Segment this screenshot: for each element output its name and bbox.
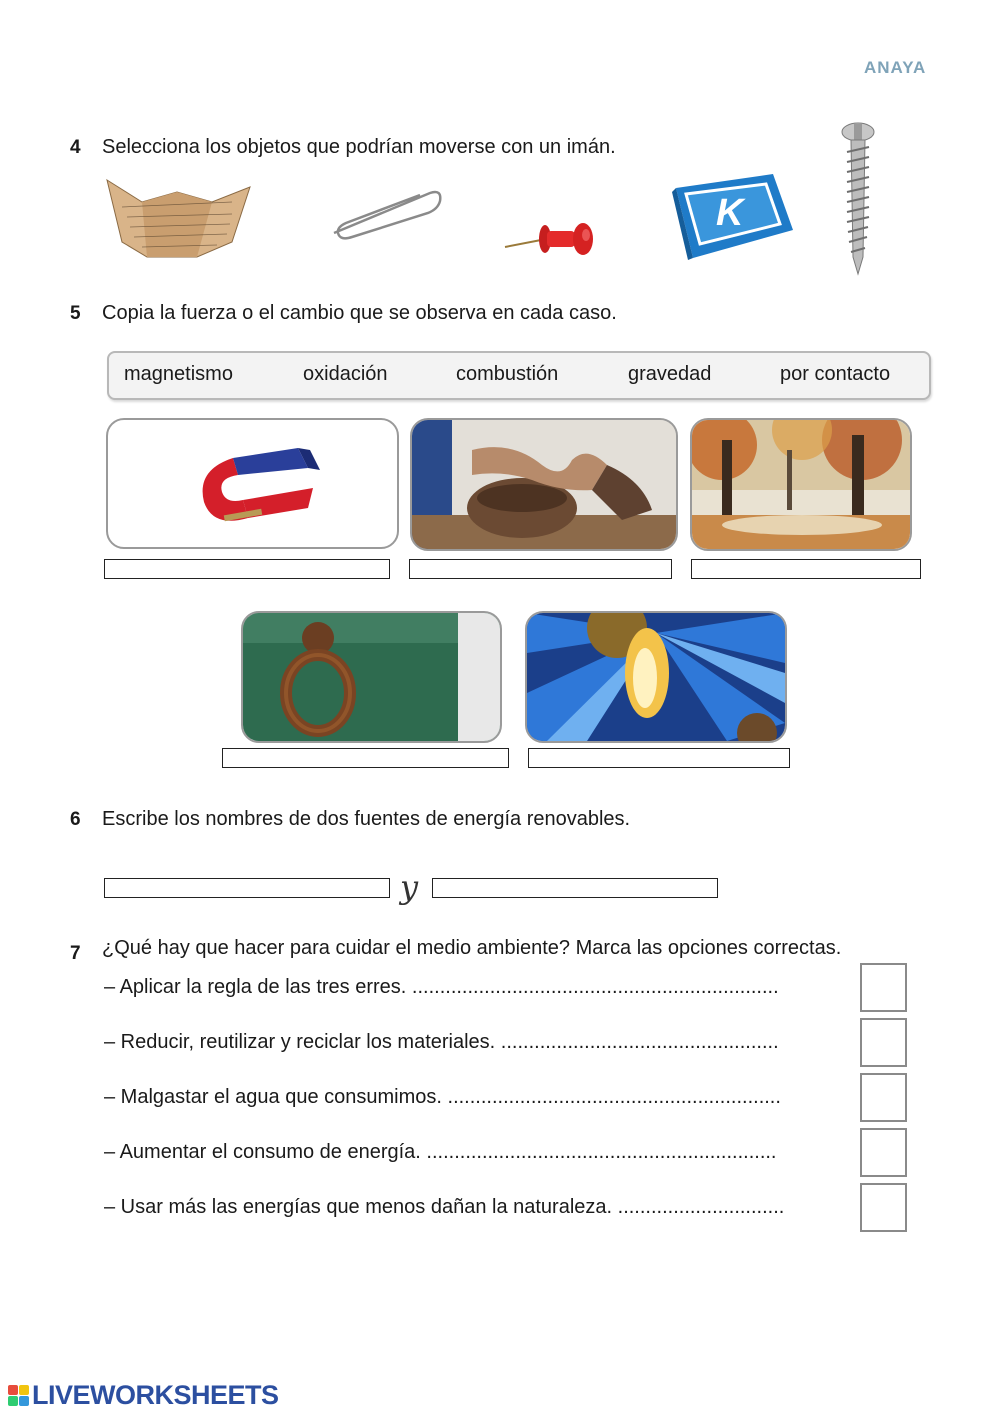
screw-image[interactable] <box>838 122 878 282</box>
question-6-text: Escribe los nombres de dos fuentes de energía renovables. <box>102 808 631 830</box>
question-5-number: 5 <box>70 303 81 324</box>
option-checkbox[interactable] <box>860 1183 907 1232</box>
paper-boat-image[interactable] <box>102 172 252 267</box>
answer-rust-input[interactable] <box>222 748 509 768</box>
eraser-image[interactable] <box>668 170 798 270</box>
renewable-energy-input-1[interactable] <box>104 878 390 898</box>
word-bank-item: gravedad <box>628 363 712 385</box>
word-bank-item: combustión <box>456 363 559 385</box>
pottery-photo <box>410 418 678 551</box>
option-text: – Aumentar el consumo de energía. ............................................................... <box>104 1141 777 1163</box>
answer-autumn-input[interactable] <box>691 559 921 579</box>
publisher-logo: ANAYA <box>864 58 927 77</box>
question-4-text: Selecciona los objetos que podrían moverse con un imán. <box>102 136 616 158</box>
connector-y: y <box>400 868 419 906</box>
renewable-energy-input-2[interactable] <box>432 878 718 898</box>
word-bank-item: magnetismo <box>124 363 233 385</box>
answer-pottery-input[interactable] <box>409 559 672 579</box>
option-checkbox[interactable] <box>860 1073 907 1122</box>
question-7-number: 7 <box>70 943 81 964</box>
question-6-number: 6 <box>70 809 81 830</box>
answer-balloon-input[interactable] <box>528 748 790 768</box>
question-4-number: 4 <box>70 137 81 158</box>
hot-air-balloon-photo <box>525 611 787 743</box>
word-bank <box>107 351 931 400</box>
autumn-forest-photo <box>690 418 912 551</box>
logo-text: LIVEWORKSHEETS <box>32 1380 279 1410</box>
option-checkbox[interactable] <box>860 963 907 1012</box>
option-text: – Reducir, reutilizar y reciclar los materiales. .................................................. <box>104 1031 779 1053</box>
magnet-photo <box>106 418 399 549</box>
option-text: – Aplicar la regla de las tres erres. .................................................................. <box>104 976 779 998</box>
push-pin-image[interactable] <box>503 215 598 270</box>
word-bank-item: por contacto <box>780 363 891 385</box>
question-7-text: ¿Qué hay que hacer para cuidar el medio ambiente? Marca las opciones correctas. <box>102 937 842 959</box>
question-5-text: Copia la fuerza o el cambio que se observa en cada caso. <box>102 302 617 324</box>
liveworksheets-logo[interactable] <box>8 1380 279 1411</box>
option-checkbox[interactable] <box>860 1018 907 1067</box>
logo-squares-icon <box>8 1385 30 1407</box>
paper-clip-image[interactable] <box>322 183 447 248</box>
word-bank-item: oxidación <box>303 363 388 385</box>
rusty-knocker-photo <box>241 611 502 743</box>
answer-magnet-input[interactable] <box>104 559 390 579</box>
eraser-brand-letter: K <box>716 192 744 234</box>
option-checkbox[interactable] <box>860 1128 907 1177</box>
option-text: – Usar más las energías que menos dañan la naturaleza. .............................. <box>104 1196 785 1218</box>
option-text: – Malgastar el agua que consumimos. ............................................................ <box>104 1086 781 1108</box>
